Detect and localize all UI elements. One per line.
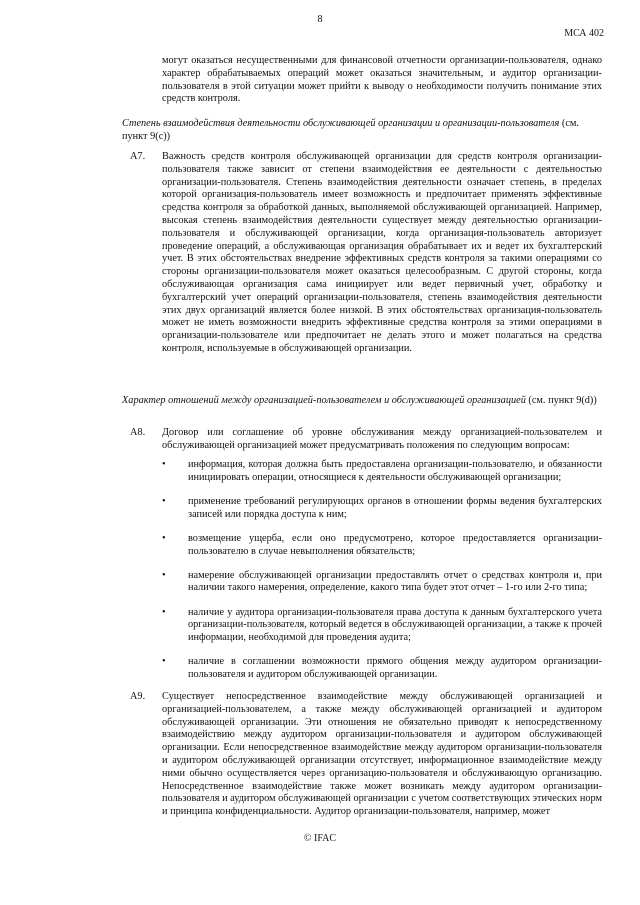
list-item-text: возмещение ущерба, если оно предусмотрено, которое предоставляется организации-пользователю в случае невыполнения обязательств; (188, 532, 602, 557)
document-code: МСА 402 (564, 28, 604, 39)
section-heading-reference: (см. пункт 9(d)) (525, 395, 597, 406)
section-heading-relationship (122, 395, 602, 408)
page-number: 8 (317, 14, 323, 25)
paragraph-number: A9. (130, 691, 146, 702)
bullet-icon: • (162, 606, 166, 618)
bullet-list (162, 459, 602, 693)
paragraph-a7 (122, 151, 602, 356)
section-heading-interaction (122, 118, 602, 144)
paragraph-number: A7. (130, 151, 146, 162)
paragraph-number: A8. (130, 427, 146, 438)
paragraph-text: Важность средств контроля обслуживающей организации для средств контроля организации-пользователя также зависит от степени взаимодействия ее деятельности с деятельностью организации-пользователя. Степень взаимодействия деятельности означает степень, в пределах которой организация-пользователь имеет возможность и предпочитает применять эффективные средства контроля за обработкой данных, выполняемой обслуживающей организацией. Например, высокая степень взаимодействия деятельности существует между деятельностью организации-пользователя и обслуживающей организации, когда организация-пользователь авторизует проведение операций, а обслуживающая организация обрабатывает их и ведет их бухгалтерский учет. В этих обстоятельствах внедрение эффективных средств контроля за такими операциями со стороны организации-пользователя может оказаться целесообразным. С другой стороны, когда обслуживающая организация сама инициирует или ведет первичный учет, обработку и бухгалтерский учет операций организации-пользователя, степень взаимодействия деятельности этих двух организаций является более низкой. В этих обстоятельствах организация-пользователь может не иметь возможности внедрить эффективные средства контроля за этими операциями в организации-пользователе или предпочитает не делать этого и может полагаться на средства контроля, используемые в обслуживающей организации. (162, 151, 602, 354)
bullet-icon: • (162, 532, 166, 544)
paragraph-a9 (122, 691, 602, 819)
bullet-icon: • (162, 656, 166, 668)
paragraph-text: Существует непосредственное взаимодействие между обслуживающей организацией и организацией-пользователем, а также между обслуживающей организацией и аудитором обслуживающей организации. Эти отношения не обязательно приводят к непосредственному взаимодействию между аудитором организации-пользователя и аудитором обслуживающей организации. Если непосредственное взаимодействие между аудитором организации-пользователя и аудитором обслуживающей организации отсутствует, информационное взаимодействие между ними обычно осуществляется через организацию-пользователя и обслуживающую организацию. Непосредственное взаимодействие также может возникать между аудитором организации-пользователя и аудитором обслуживающей организации с учетом соответствующих этических норм и принципа конфиденциальности. Аудитор организации-пользователя, например, может (162, 691, 602, 818)
list-item (162, 607, 602, 645)
paragraph-a8 (122, 427, 602, 453)
list-item-text: информация, которая должна быть предоставлена организации-пользователю, и обязанности инициировать операции, относящиеся к деятельности обслуживающей организации; (188, 459, 602, 483)
list-item-text: намерение обслуживающей организации предоставлять отчет о средствах контроля и, при наличии такого намерения, определение, какого типа будет этот отчет – 1-го или 2-го типа; (188, 569, 602, 594)
section-heading-reference: (см. пункт 9(с)) (122, 118, 580, 142)
section-heading-italic: Степень взаимодействия деятельности обслуживающей организации и организации-пользователя (122, 118, 560, 129)
paragraph-text: Договор или соглашение об уровне обслуживания между организацией-пользователем и обслуживающей организацией может предусматривать положения по следующим вопросам: (162, 427, 602, 451)
list-item (162, 656, 602, 682)
list-item (162, 496, 602, 522)
footer-copyright: © IFAC (303, 833, 337, 844)
list-item-text: наличие в соглашении возможности прямого общения между аудитором организации-пользователя и аудитором обслуживающей организации. (188, 656, 602, 681)
section-heading-italic: Характер отношений между организацией-пользователем и обслуживающей организацией (122, 395, 526, 406)
bullet-icon: • (162, 569, 166, 581)
list-item (162, 533, 602, 559)
list-item-text: применение требований регулирующих органов в отношении формы ведения бухгалтерских записей или порядка доступа к ним; (188, 495, 602, 520)
intro-paragraph: могут оказаться несущественными для финансовой отчетности организации-пользователя, однако характер обрабатываемых операций может оказаться значительным, и аудитор организации-пользователя в этой ситуации может прийти к выводу о необходимости получить понимание этих средств контроля. (162, 55, 602, 105)
list-item-text: наличие у аудитора организации-пользователя права доступа к данным бухгалтерского учета организации-пользователя, который ведется в обслуживающей организации, а также к прочей информации, необходимой для проведения аудита; (188, 606, 602, 644)
bullet-icon: • (162, 459, 166, 470)
list-item (162, 459, 602, 485)
list-item (162, 570, 602, 596)
bullet-icon: • (162, 495, 166, 507)
